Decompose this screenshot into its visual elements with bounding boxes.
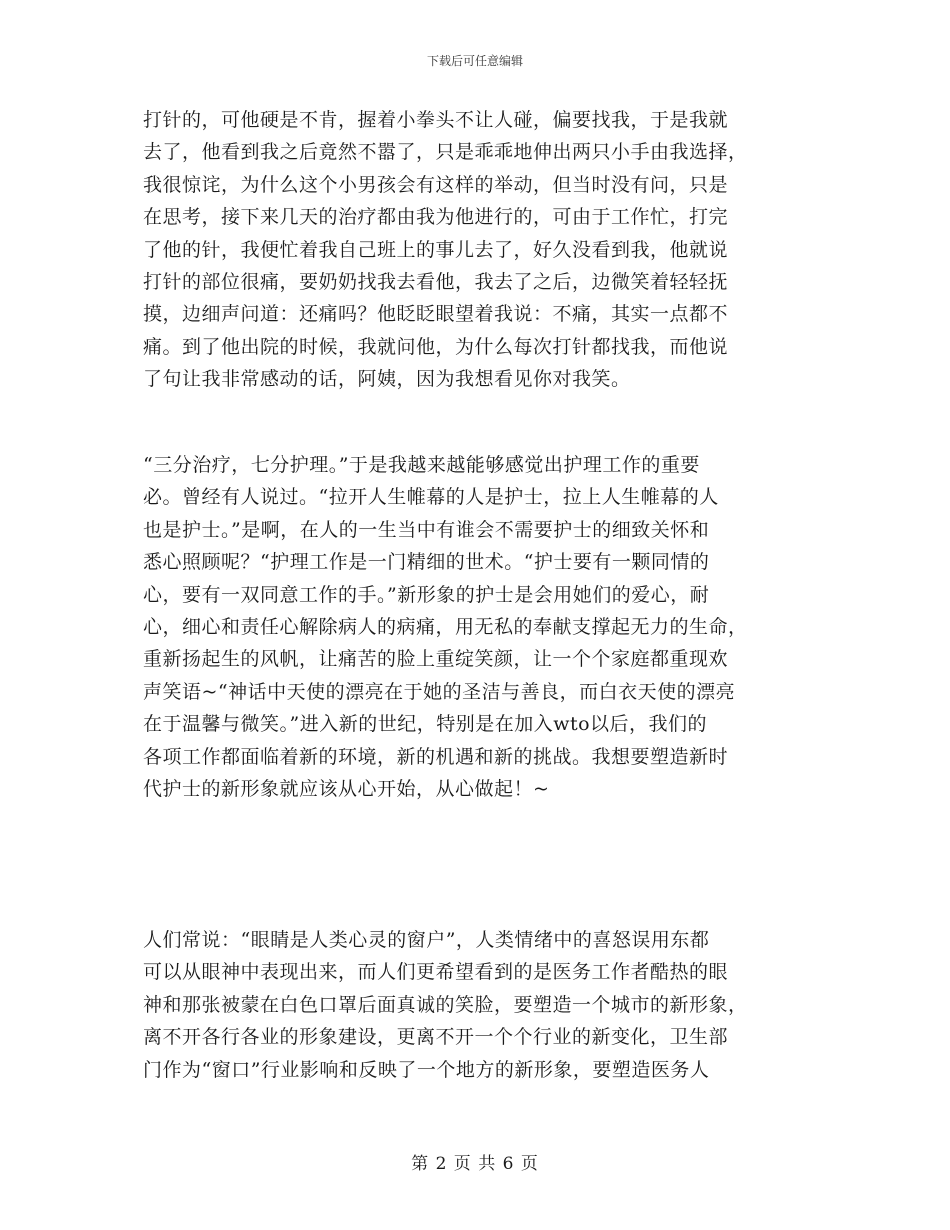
text-line: 打针的部位很痛，要奶奶找我去看他，我去了之后，边微笑着轻轻抚: [143, 270, 729, 293]
text-line: 痛。到了他出院的时候，我就问他，为什么每次打针都找我，而他说: [143, 335, 729, 358]
text-line: 必。曾经有人说过。“拉开人生帷幕的人是护士，拉上人生帷幕的人: [143, 486, 719, 509]
text-line: 神和那张被蒙在白色口罩后面真诚的笑脸，要塑造一个城市的新形象，: [143, 993, 748, 1016]
paragraph: [143, 449, 808, 805]
text-line: 代护士的新形象就应该从心开始，从心做起！~: [143, 777, 550, 800]
text-line: 心，细心和责任心解除病人的病痛，用无私的奉献支撑起无力的生命，: [143, 615, 748, 638]
text-line: 了句让我非常感动的话，阿姨，因为我想看见你对我笑。: [143, 368, 631, 391]
text-line: 心，要有一双同意工作的手。”新形象的护士是会用她们的爱心，耐: [143, 583, 710, 606]
text-line: 在思考，接下来几天的治疗都由我为他进行的，可由于工作忙，打完: [143, 206, 729, 229]
text-line: 离不开各行各业的形象建设，更离不开一个个行业的新变化，卫生部: [143, 1026, 729, 1049]
text-line: 也是护士。”是啊，在人的一生当中有谁会不需要护士的细致关怀和: [143, 518, 710, 541]
text-line: “三分治疗，七分护理。”于是我越来越能够感觉出护理工作的重要: [143, 454, 700, 476]
text-line: 在于温馨与微笑。”进入新的世纪，特别是在加入wto以后，我们的: [143, 713, 708, 736]
paragraph: [143, 104, 808, 396]
text-line: 打针的，可他硬是不肯，握着小拳头不让人碰，偏要找我，于是我就: [143, 109, 729, 131]
page-header: 下载后可任意编辑: [426, 54, 523, 68]
text-line: 重新扬起生的风帆，让痛苦的脸上重绽笑颜，让一个个家庭都重现欢: [143, 648, 729, 671]
text-line: 门作为“窗口”行业影响和反映了一个地方的新形象，要塑造医务人: [143, 1058, 710, 1081]
page-number: 第 2 页 共 6 页: [411, 1154, 539, 1174]
text-line: 悉心照顾呢？“护理工作是一门精细的世术。“护士要有一颗同情的: [143, 551, 710, 574]
text-line: 摸，边细声问道：还痛吗？他眨眨眼望着我说：不痛，其实一点都不: [143, 303, 729, 326]
text-line: 可以从眼神中表现出来，而人们更希望看到的是医务工作者酷热的眼: [143, 961, 729, 984]
text-line: 声笑语~“神话中天使的漂亮在于她的圣洁与善良，而白衣天使的漂亮: [143, 680, 736, 703]
text-line: 了他的针，我便忙着我自己班上的事儿去了，好久没看到我，他就说: [143, 238, 729, 261]
text-line: 人们常说：“眼睛是人类心灵的窗户”，人类情绪中的喜怒误用东都: [143, 929, 710, 951]
text-line: 我很惊诧，为什么这个小男孩会有这样的举动，但当时没有问，只是: [143, 173, 729, 196]
paragraph: [143, 924, 808, 1086]
text-line: 各项工作都面临着新的环境，新的机遇和新的挑战。我想要塑造新时: [143, 745, 729, 768]
text-line: 去了，他看到我之后竟然不嚣了，只是乖乖地伸出两只小手由我选择，: [143, 141, 748, 164]
